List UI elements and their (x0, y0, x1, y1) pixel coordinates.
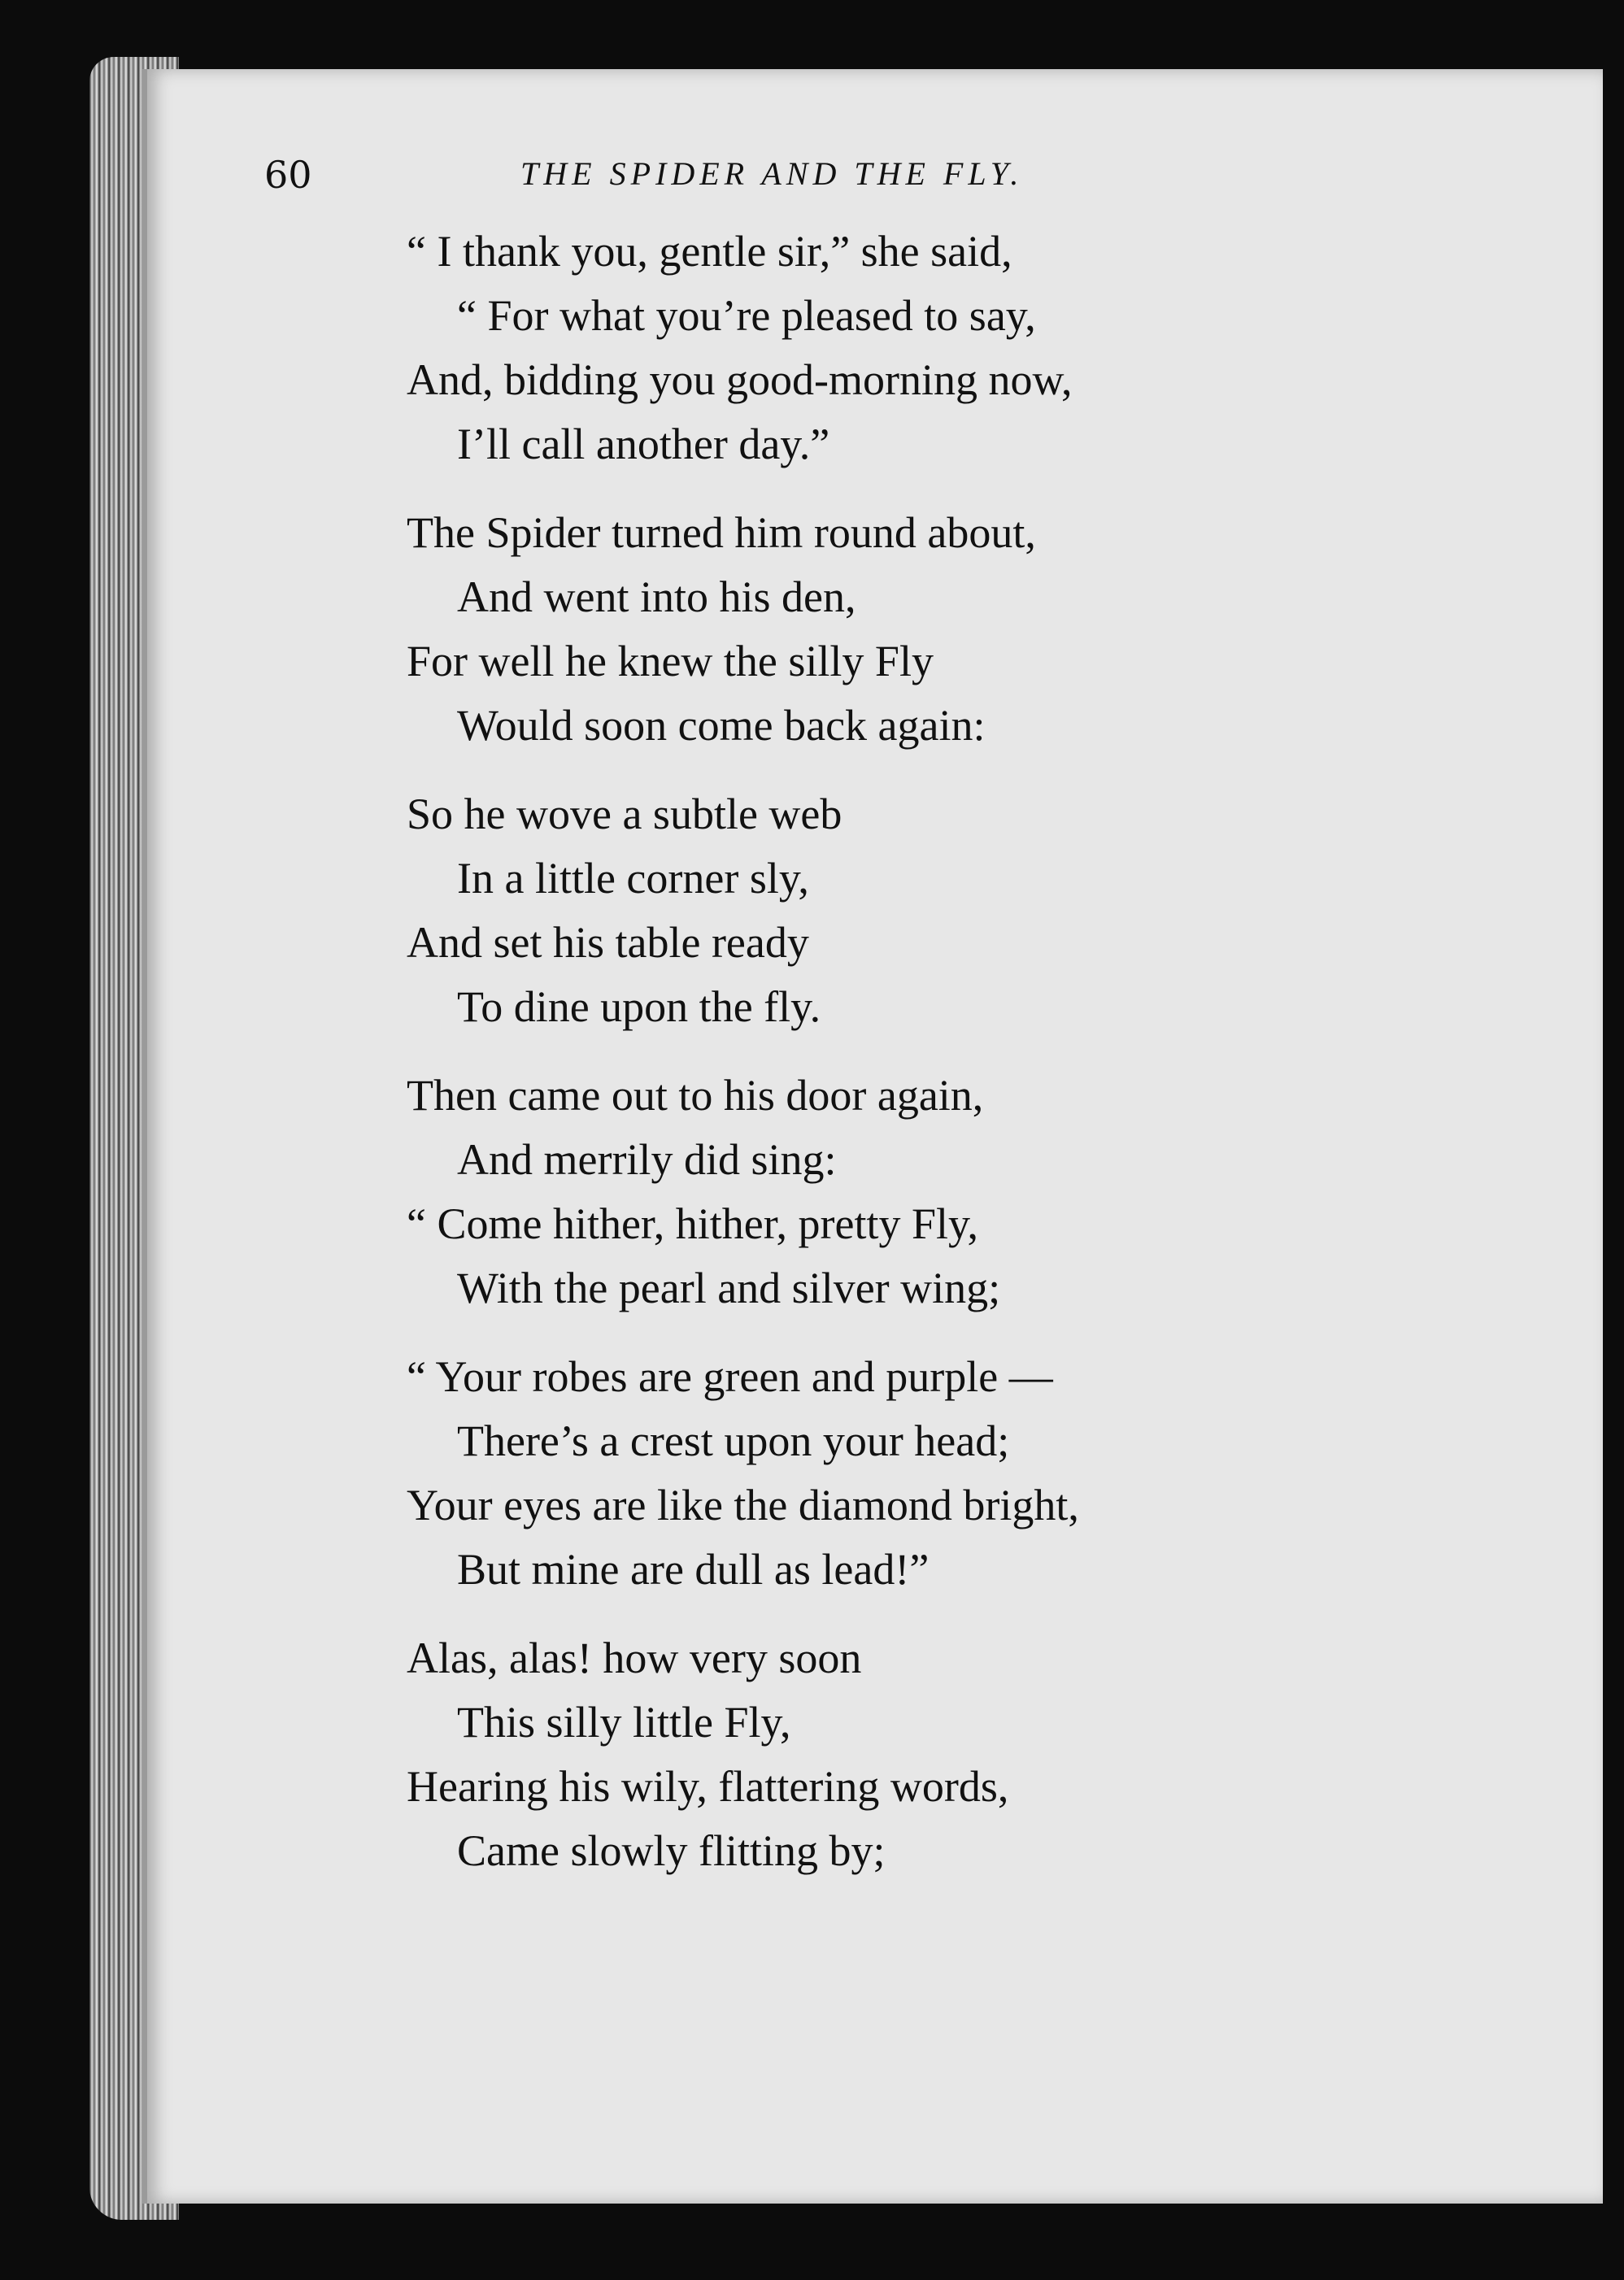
poem-line: For well he knew the silly Fly (407, 637, 934, 685)
poem-line: “ For what you’re pleased to say, (457, 291, 1036, 340)
poem-line: And merrily did sing: (457, 1135, 837, 1184)
stanza (407, 501, 1464, 758)
poem-line: Hearing his wily, flattering words, (407, 1762, 1009, 1811)
stanza (407, 782, 1464, 1039)
poem-line: Then came out to his door again, (407, 1071, 984, 1120)
poem-line: Would soon come back again: (457, 701, 986, 750)
poem-line: Alas, alas! how very soon (407, 1634, 862, 1682)
poem-line: And set his table ready (407, 918, 809, 967)
poem-line: With the pearl and silver wing; (457, 1264, 1001, 1312)
poem-line: There’s a crest upon your head; (457, 1416, 1010, 1465)
poem-line: I’ll call another day.” (457, 420, 830, 468)
poem-line: And, bidding you good-morning now, (407, 355, 1073, 404)
poem-line: In a little corner sly, (457, 854, 809, 903)
poem-line: To dine upon the fly. (457, 982, 821, 1031)
stanza (407, 1345, 1464, 1602)
poem-line: “ Come hither, hither, pretty Fly, (407, 1199, 979, 1248)
stanza (407, 1626, 1464, 1883)
poem-body (407, 220, 1464, 1908)
poem-line: But mine are dull as lead!” (457, 1545, 930, 1594)
poem-line: Your eyes are like the diamond bright, (407, 1481, 1079, 1529)
poem-line: This silly little Fly, (457, 1698, 791, 1747)
stanza (407, 220, 1464, 476)
running-head: THE SPIDER AND THE FLY. (520, 155, 1024, 192)
poem-line: “ Your robes are green and purple — (407, 1352, 1053, 1401)
stanza (407, 1064, 1464, 1321)
poem-line: So he wove a subtle web (407, 790, 842, 838)
poem-line: And went into his den, (457, 572, 856, 621)
poem-line: “ I thank you, gentle sir,” she said, (407, 227, 1012, 276)
poem-line: The Spider turned him round about, (407, 508, 1036, 557)
page-number: 60 (264, 153, 312, 197)
poem-line: Came slowly flitting by; (457, 1826, 886, 1875)
